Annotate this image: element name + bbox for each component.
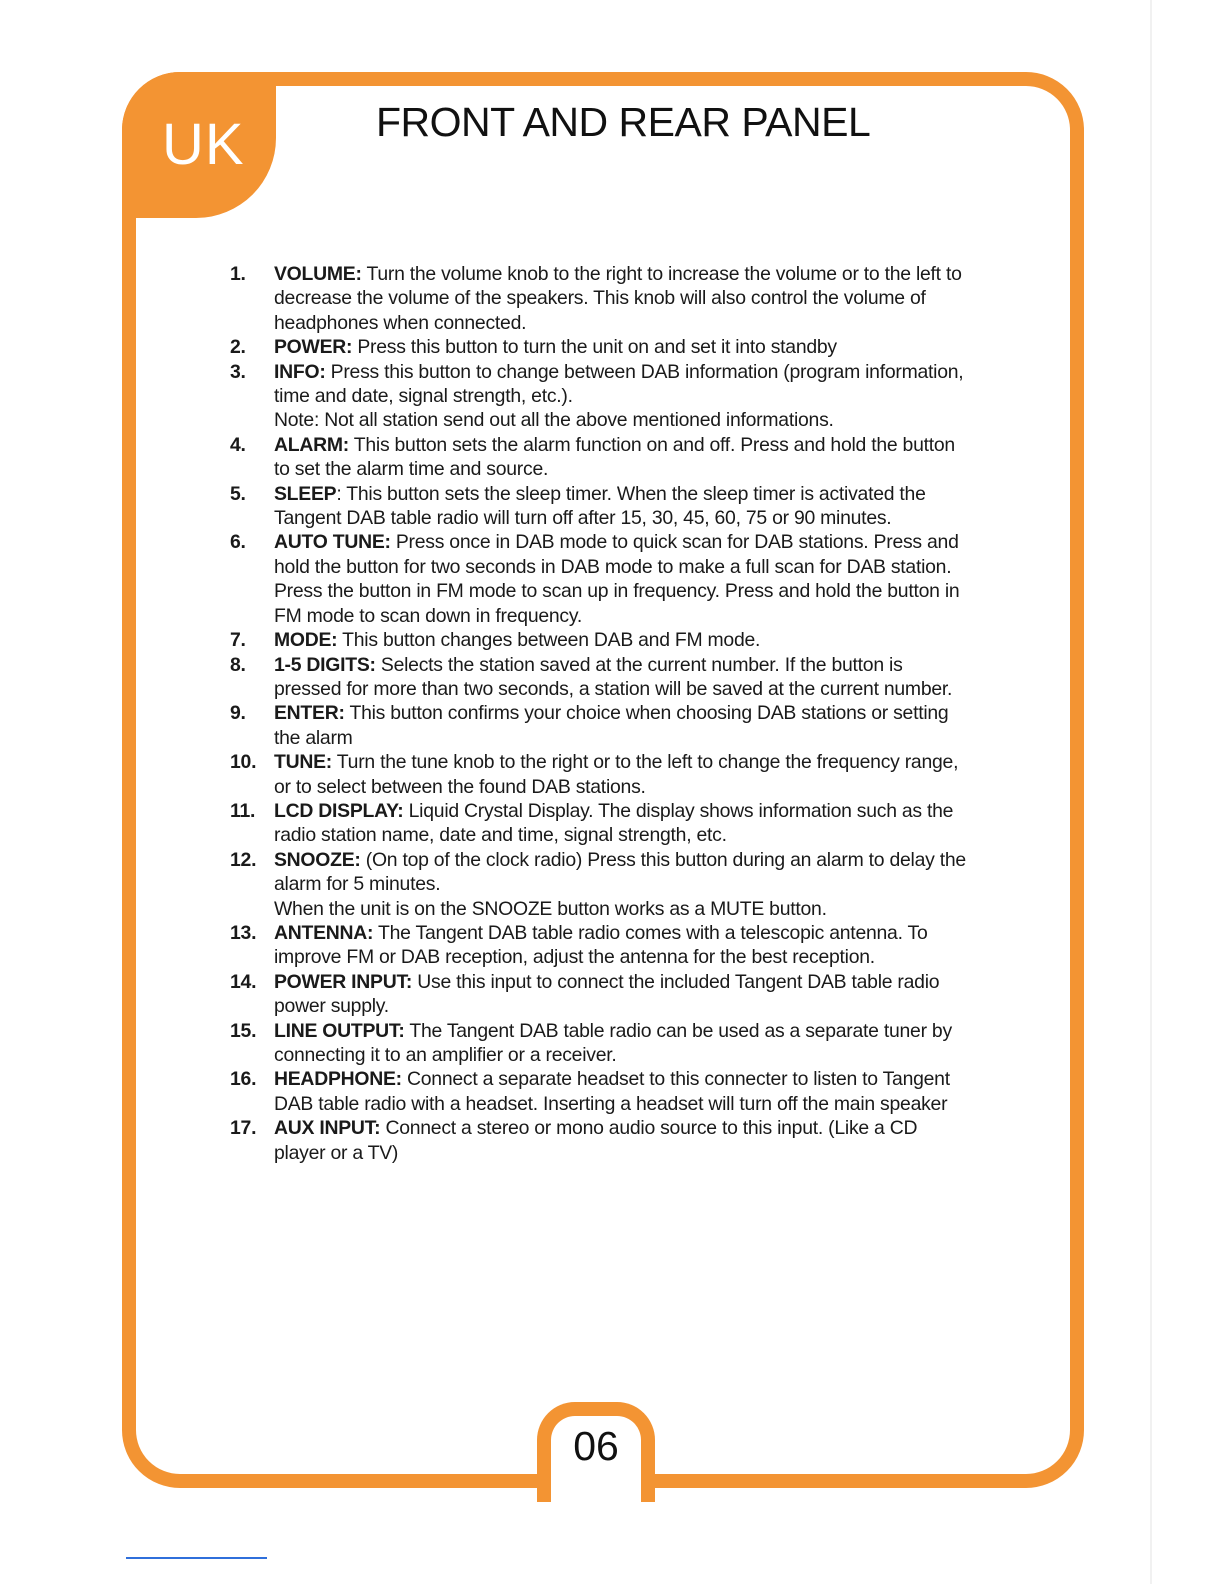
item-number: 10.: [230, 751, 257, 774]
item-term: LINE OUTPUT:: [274, 1019, 405, 1042]
item-number: 6.: [230, 531, 246, 554]
list-item: [230, 1116, 972, 1165]
list-item: [230, 653, 972, 702]
item-description: [274, 921, 972, 970]
item-description: [274, 1067, 972, 1116]
item-description: [274, 482, 972, 531]
list-item: [230, 628, 972, 652]
item-term: VOLUME:: [274, 263, 362, 285]
item-number: 17.: [230, 1117, 257, 1140]
item-term: SNOOZE:: [274, 848, 361, 871]
item-description: [274, 970, 972, 1019]
item-text: Turn the volume knob to the right to increase the volume or to the left to decrease the volume of the speakers. This knob will also control the volume of headphones when connected.: [274, 263, 962, 334]
item-number: 7.: [230, 629, 246, 652]
list-item: [230, 1019, 972, 1068]
item-number: 15.: [230, 1019, 257, 1042]
item-term: ALARM:: [274, 433, 349, 456]
item-term: ENTER:: [274, 702, 345, 725]
item-text: Press this button to turn the unit on and set it into standby: [352, 336, 837, 359]
list-item: [230, 335, 972, 359]
list-item: [230, 799, 972, 848]
list-item: [230, 360, 972, 433]
item-number: 11.: [230, 799, 256, 822]
list-item: [230, 262, 972, 335]
item-text: The Tangent DAB table radio comes with a telescopic antenna. To improve FM or DAB reception, adjust the antenna for the best reception.: [274, 921, 928, 969]
item-term: TUNE:: [274, 751, 332, 774]
page-title: FRONT AND REAR PANEL: [376, 99, 871, 145]
item-number: 2.: [230, 336, 246, 359]
item-text: Press this button to change between DAB information (program information, time and date, signal strength, etc.).: [274, 360, 964, 408]
item-term: SLEEP: [274, 482, 337, 505]
item-description: [274, 799, 972, 848]
item-description: [274, 628, 972, 652]
list-item: [230, 848, 972, 921]
item-description: [274, 848, 972, 921]
list-item: [230, 530, 972, 628]
panel-item-list: [230, 262, 972, 1165]
item-description: [274, 262, 972, 335]
item-number: 3.: [230, 360, 246, 383]
item-text: This button changes between DAB and FM mode.: [337, 629, 761, 652]
item-text: Connect a stereo or mono audio source to this input. (Like a CD player or a TV): [274, 1117, 918, 1164]
page-edge: [1150, 0, 1152, 1584]
item-term: ANTENNA:: [274, 921, 374, 944]
item-description: [274, 701, 972, 750]
item-number: 14.: [230, 970, 257, 993]
page-number: 06: [573, 1423, 619, 1469]
item-term: HEADPHONE:: [274, 1068, 402, 1091]
item-text: : This button sets the sleep timer. When the sleep timer is activated the Tangent DAB table radio will turn off after 15, 30, 45, 60, 75 or 90 minutes.: [274, 482, 926, 530]
item-description: [274, 1019, 972, 1068]
item-text: Connect a separate headset to this connecter to listen to Tangent DAB table radio with a headset. Inserting a headset will turn off the main speaker: [274, 1068, 950, 1115]
item-description: [274, 360, 972, 433]
item-description: [274, 530, 972, 628]
item-text: This button sets the alarm function on and off. Press and hold the button to set the alarm time and source.: [274, 433, 955, 481]
list-item: [230, 701, 972, 750]
item-term: POWER:: [274, 336, 353, 359]
item-description: [274, 750, 972, 799]
list-item: [230, 433, 972, 482]
item-text: Turn the tune knob to the right or to the left to change the frequency range, or to select between the found DAB stations.: [274, 751, 959, 798]
item-description: [274, 653, 972, 702]
item-term: INFO:: [274, 360, 326, 383]
item-term: 1-5 DIGITS:: [274, 653, 376, 676]
item-number: 8.: [230, 653, 246, 676]
item-text: Liquid Crystal Display. The display shows information such as the radio station name, date and time, signal strength, etc.: [274, 799, 954, 847]
item-text: (On top of the clock radio) Press this button during an alarm to delay the alarm for 5 minutes.: [274, 848, 966, 896]
item-text: Press once in DAB mode to quick scan for DAB stations. Press and hold the button for two seconds in DAB mode to make a full scan for DAB station.: [274, 531, 959, 578]
list-item: [230, 921, 972, 970]
item-description: [274, 1116, 972, 1165]
item-description: [274, 433, 972, 482]
item-number: 9.: [230, 702, 246, 725]
footer-rule: [126, 1557, 267, 1559]
item-number: 13.: [230, 921, 257, 944]
item-number: 16.: [230, 1068, 257, 1091]
item-term: AUTO TUNE:: [274, 531, 391, 554]
list-item: [230, 750, 972, 799]
item-text: Use this input to connect the included Tangent DAB table radio power supply.: [274, 970, 940, 1018]
item-text: The Tangent DAB table radio can be used as a separate tuner by connecting it to an amplifier or a receiver.: [274, 1019, 952, 1066]
item-term: LCD DISPLAY:: [274, 799, 404, 822]
item-number: 12.: [230, 848, 257, 871]
item-term: MODE:: [274, 629, 338, 652]
item-term: POWER INPUT:: [274, 970, 413, 993]
item-number: 1.: [230, 263, 246, 285]
item-term: AUX INPUT:: [274, 1117, 381, 1140]
list-item: [230, 482, 972, 531]
item-number: 4.: [230, 433, 246, 456]
item-text: Selects the station saved at the current number. If the button is pressed for more than two seconds, a station will be saved at the current number.: [274, 653, 953, 700]
item-note: When the unit is on the SNOOZE button works as a MUTE button.: [274, 897, 827, 920]
item-description: [274, 335, 972, 359]
item-text: This button confirms your choice when choosing DAB stations or setting the alarm: [274, 702, 949, 749]
language-label: UK: [162, 112, 245, 177]
item-note: Note: Not all station send out all the above mentioned informations.: [274, 409, 834, 432]
item-note: Press the button in FM mode to scan up in frequency. Press and hold the button in FM mode to scan down in frequency.: [274, 580, 960, 627]
list-item: [230, 970, 972, 1019]
item-number: 5.: [230, 482, 246, 505]
list-item: [230, 1067, 972, 1116]
